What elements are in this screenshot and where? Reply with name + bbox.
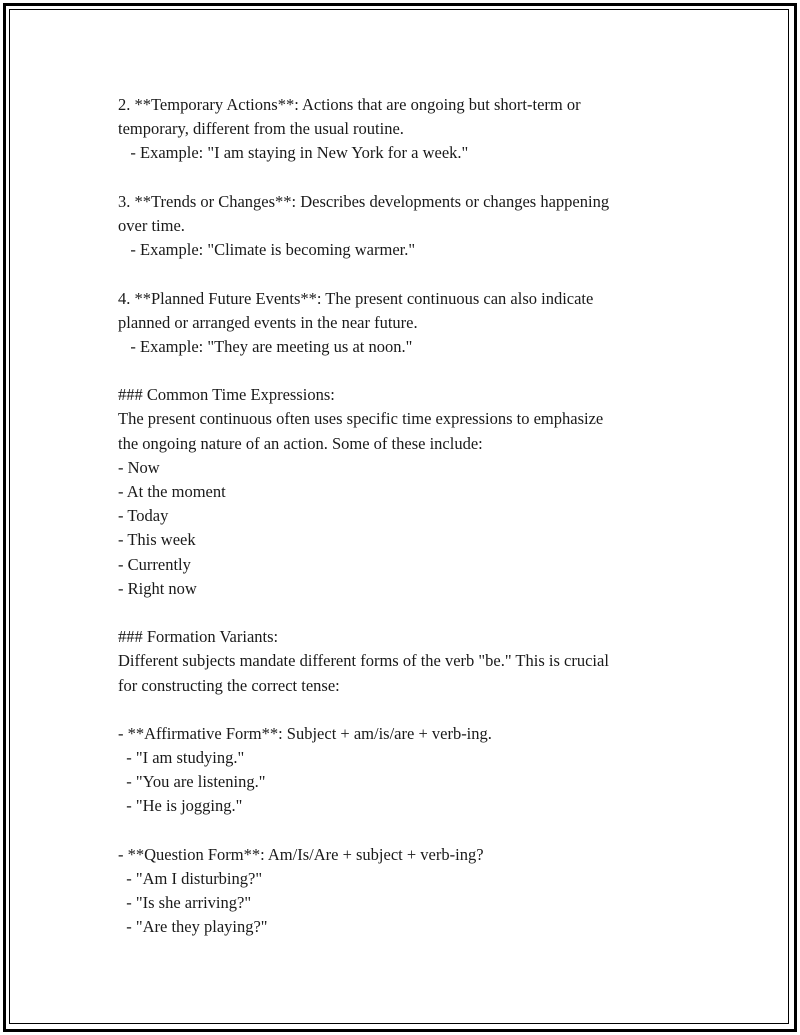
text-line: - Example: "They are meeting us at noon." bbox=[118, 336, 413, 356]
section-heading: ### Common Time Expressions: bbox=[118, 385, 335, 405]
blank-line bbox=[118, 601, 698, 625]
text-line: 3. **Trends or Changes**: Describes developments or changes happening bbox=[118, 191, 610, 211]
text-line: The present continuous often uses specific time expressions to emphasize bbox=[118, 409, 604, 429]
blank-line bbox=[118, 359, 698, 383]
text-line: for constructing the correct tense: bbox=[118, 675, 340, 695]
list-item: - "Is she arriving?" bbox=[118, 893, 252, 913]
list-item: - Today bbox=[118, 506, 169, 526]
text-line: 4. **Planned Future Events**: The present continuous can also indicate bbox=[118, 288, 594, 308]
list-item: - "He is jogging." bbox=[118, 796, 243, 816]
list-item: - **Question Form**: Am/Is/Are + subject + verb-ing? bbox=[118, 844, 484, 864]
list-item: - "Are they playing?" bbox=[118, 917, 268, 937]
document-body bbox=[118, 93, 698, 940]
text-line: 2. **Temporary Actions**: Actions that are ongoing but short-term or bbox=[118, 95, 581, 114]
text-line: temporary, different from the usual routine. bbox=[118, 119, 404, 139]
text-line: planned or arranged events in the near future. bbox=[118, 312, 418, 332]
list-item: - At the moment bbox=[118, 482, 226, 501]
list-item: - Currently bbox=[118, 554, 191, 574]
blank-line bbox=[118, 262, 698, 286]
list-item: - "Am I disturbing?" bbox=[118, 869, 263, 888]
blank-line bbox=[118, 819, 698, 843]
blank-line bbox=[118, 698, 698, 722]
list-item: - "I am studying." bbox=[118, 748, 245, 768]
blank-line bbox=[118, 166, 698, 190]
list-item: - **Affirmative Form**: Subject + am/is/are + verb-ing. bbox=[118, 723, 492, 743]
list-item: - This week bbox=[118, 530, 196, 550]
text-line: - Example: "I am staying in New York for a week." bbox=[118, 143, 469, 163]
text-line: - Example: "Climate is becoming warmer." bbox=[118, 240, 416, 260]
text-line: the ongoing nature of an action. Some of these include: bbox=[118, 433, 483, 453]
text-line: Different subjects mandate different forms of the verb "be." This is crucial bbox=[118, 651, 609, 671]
section-heading: ### Formation Variants: bbox=[118, 627, 279, 647]
list-item: - Right now bbox=[118, 578, 197, 598]
text-line: over time. bbox=[118, 215, 185, 235]
list-item: - "You are listening." bbox=[118, 772, 266, 792]
list-item: - Now bbox=[118, 457, 160, 477]
